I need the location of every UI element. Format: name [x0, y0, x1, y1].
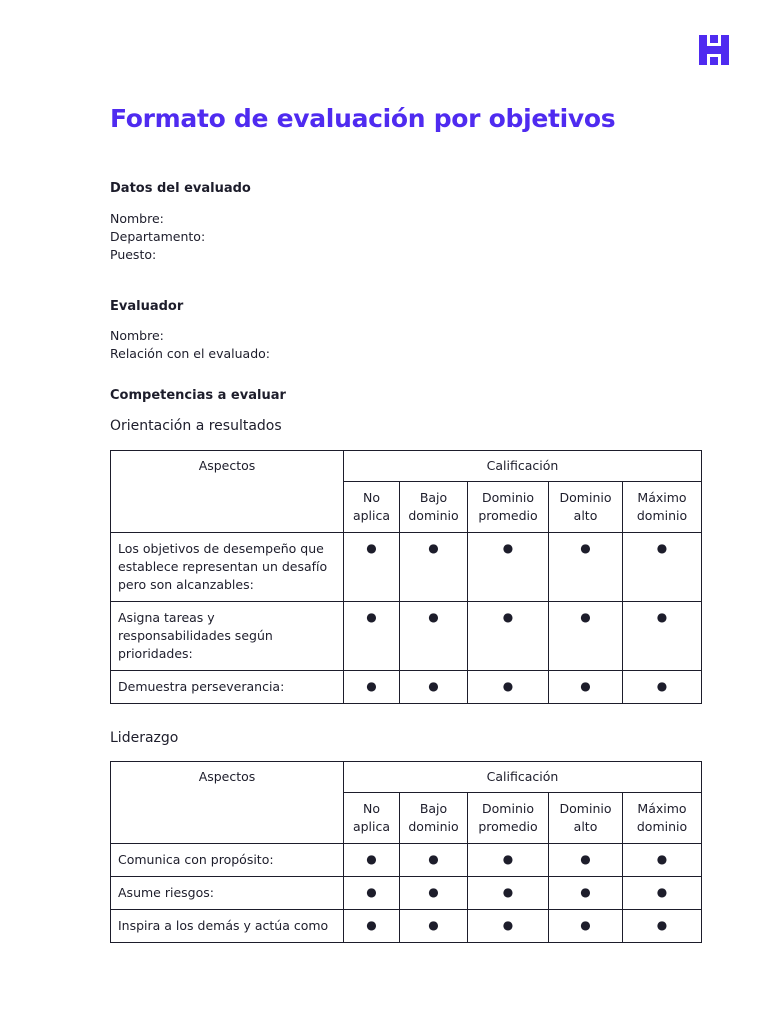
rating-option-dominio-promedio[interactable]: ●	[468, 602, 549, 671]
rating-option-maximo-dominio[interactable]: ●	[623, 877, 702, 910]
table-row	[111, 602, 702, 671]
evaluado-field-departamento: Departamento:	[110, 229, 206, 244]
rating-option-no-aplica[interactable]: ●	[344, 910, 400, 943]
rating-option-bajo-dominio[interactable]: ●	[400, 844, 468, 877]
aspects-header: Aspectos	[111, 762, 344, 844]
section-title-orientacion: Orientación a resultados	[110, 418, 282, 434]
rating-option-no-aplica[interactable]: ●	[344, 602, 400, 671]
rating-option-bajo-dominio[interactable]: ●	[400, 533, 468, 602]
rating-option-dominio-alto[interactable]: ●	[549, 671, 623, 704]
rating-option-no-aplica[interactable]: ●	[344, 844, 400, 877]
level-header-dominio-promedio: Dominio promedio	[468, 793, 549, 844]
evaluation-table-orientacion	[110, 450, 702, 704]
table-row	[111, 877, 702, 910]
rating-option-bajo-dominio[interactable]: ●	[400, 671, 468, 704]
level-header-maximo-dominio: Máximo dominio	[623, 793, 702, 844]
rating-option-dominio-alto[interactable]: ●	[549, 877, 623, 910]
level-header-no-aplica: No aplica	[344, 793, 400, 844]
rating-option-maximo-dominio[interactable]: ●	[623, 671, 702, 704]
level-header-dominio-promedio: Dominio promedio	[468, 482, 549, 533]
evaluation-table-liderazgo	[110, 761, 702, 943]
rating-option-maximo-dominio[interactable]: ●	[623, 602, 702, 671]
rating-option-dominio-promedio[interactable]: ●	[468, 671, 549, 704]
rating-option-dominio-alto[interactable]: ●	[549, 533, 623, 602]
page-title: Formato de evaluación por objetivos	[110, 104, 616, 133]
aspect-text: Los objetivos de desempeño que establece representan un desafío pero son alcanzables:	[111, 533, 344, 602]
aspect-text: Comunica con propósito:	[111, 844, 344, 877]
evaluado-field-puesto: Puesto:	[110, 247, 157, 262]
rating-option-dominio-alto[interactable]: ●	[549, 910, 623, 943]
section-title-liderazgo: Liderazgo	[110, 730, 179, 746]
level-header-bajo-dominio: Bajo dominio	[400, 793, 468, 844]
table-row	[111, 671, 702, 704]
rating-option-no-aplica[interactable]: ●	[344, 877, 400, 910]
rating-option-bajo-dominio[interactable]: ●	[400, 910, 468, 943]
rating-option-dominio-alto[interactable]: ●	[549, 602, 623, 671]
rating-option-bajo-dominio[interactable]: ●	[400, 602, 468, 671]
rating-option-dominio-promedio[interactable]: ●	[468, 844, 549, 877]
aspect-text: Demuestra perseverancia:	[111, 671, 344, 704]
level-header-no-aplica: No aplica	[344, 482, 400, 533]
evaluador-field-nombre: Nombre:	[110, 328, 164, 343]
rating-option-maximo-dominio[interactable]: ●	[623, 910, 702, 943]
evaluador-field-relacion: Relación con el evaluado:	[110, 346, 270, 361]
rating-option-dominio-alto[interactable]: ●	[549, 844, 623, 877]
table-row	[111, 533, 702, 602]
rating-option-no-aplica[interactable]: ●	[344, 533, 400, 602]
evaluado-field-nombre: Nombre:	[110, 211, 164, 226]
level-header-dominio-alto: Dominio alto	[549, 793, 623, 844]
rating-option-bajo-dominio[interactable]: ●	[400, 877, 468, 910]
evaluador-heading: Evaluador	[110, 299, 184, 314]
rating-header: Calificación	[344, 762, 702, 793]
rating-option-dominio-promedio[interactable]: ●	[468, 910, 549, 943]
aspect-text: Asume riesgos:	[111, 877, 344, 910]
rating-option-no-aplica[interactable]: ●	[344, 671, 400, 704]
level-header-dominio-alto: Dominio alto	[549, 482, 623, 533]
rating-option-dominio-promedio[interactable]: ●	[468, 533, 549, 602]
level-header-maximo-dominio: Máximo dominio	[623, 482, 702, 533]
rating-option-maximo-dominio[interactable]: ●	[623, 844, 702, 877]
rating-option-maximo-dominio[interactable]: ●	[623, 533, 702, 602]
aspect-text: Asigna tareas y responsabilidades según prioridades:	[111, 602, 344, 671]
evaluado-heading: Datos del evaluado	[110, 181, 251, 196]
rating-option-dominio-promedio[interactable]: ●	[468, 877, 549, 910]
table-row	[111, 910, 702, 943]
table-row	[111, 844, 702, 877]
rating-header: Calificación	[344, 451, 702, 482]
competencias-heading: Competencias a evaluar	[110, 388, 286, 403]
level-header-bajo-dominio: Bajo dominio	[400, 482, 468, 533]
aspects-header: Aspectos	[111, 451, 344, 533]
brand-logo-icon	[699, 35, 729, 65]
aspect-text: Inspira a los demás y actúa como	[111, 910, 344, 943]
